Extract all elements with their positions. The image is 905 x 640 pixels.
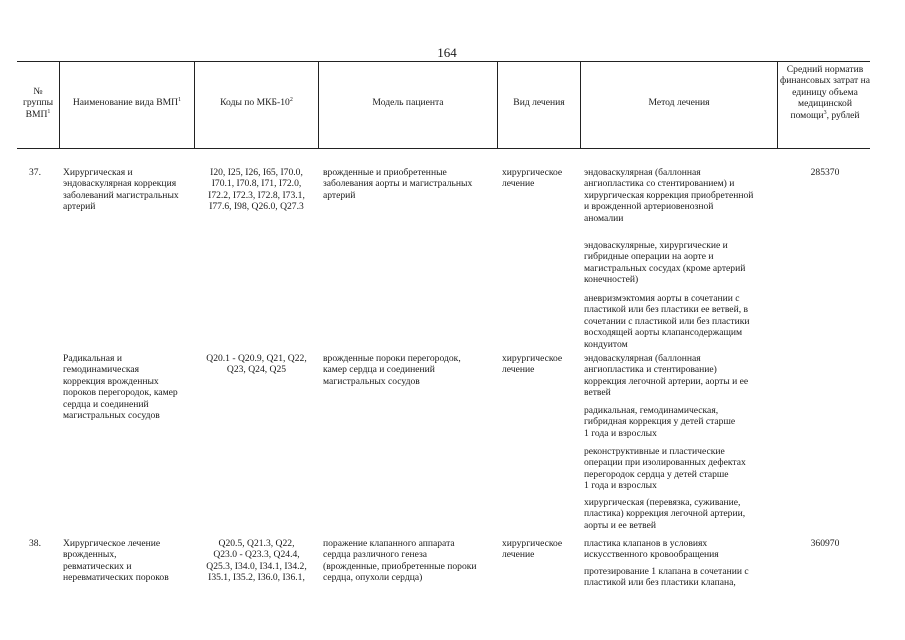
patient-model: поражение клапанного аппарата сердца различного генеза (врожденные, приобретенные пороки сердца, опухоли сердца) bbox=[323, 538, 477, 584]
table-top-rule bbox=[17, 61, 870, 62]
icd-codes: I20, I25, I26, I65, I70.0, I70.1, I70.8, I71, I72.0, I72.2, I72.3, I72.8, I73.1, I77.6, I98, Q26.0, Q27.3 bbox=[208, 167, 305, 213]
patient-model: врожденные пороки перегородок, камер сердца и соединений магистральных сосудов bbox=[323, 353, 461, 387]
header-treatment-kind: Вид лечения bbox=[513, 97, 565, 108]
treatment-method: аневризмэктомия аорты в сочетании с пластикой или без пластики ее ветвей, в сочетании с пластикой или без пластики восходящей аорты клапансодержащим кондуитом bbox=[584, 293, 750, 350]
treatment-method: реконструктивные и пластические операции при изолированных дефектах перегородок сердца у детей старше 1 года и взрослых bbox=[584, 446, 746, 492]
treatment-kind: хирургическое лечение bbox=[502, 353, 563, 376]
vmp-name: Хирургическое лечение врожденных, ревматических и неревматических пороков bbox=[63, 538, 169, 584]
group-number: 37. bbox=[29, 167, 41, 178]
treatment-method: протезирование 1 клапана в сочетании с пластикой или без пластики клапана, bbox=[584, 566, 749, 589]
header-vmp-name: Наименование вида ВМП$^1$ bbox=[72, 96, 182, 108]
header-treatment-method: Метод лечения bbox=[648, 97, 710, 108]
header-divider-2 bbox=[194, 61, 195, 148]
vmp-name: Хирургическая и эндоваскулярная коррекция заболеваний магистральных артерий bbox=[63, 167, 179, 213]
vmp-name: Радикальная и гемодинамическая коррекция врожденных пороков перегородок, камер сердца и соединений магистральных сосудов bbox=[63, 353, 178, 422]
header-cost-norm: Средний норматив финансовых затрат на единицу объема медицинской помощи$^3$, рублей bbox=[780, 64, 871, 121]
header-bottom-rule bbox=[17, 148, 870, 149]
treatment-method: пластика клапанов в условиях искусственного кровообращения bbox=[584, 538, 719, 561]
treatment-method: радикальная, гемодинамическая, гибридная коррекция у детей старше 1 года и взрослых bbox=[584, 405, 736, 439]
patient-model: врожденные и приобретенные заболевания аорты и магистральных артерий bbox=[323, 167, 473, 201]
treatment-method: эндоваскулярная (баллонная ангиопластика со стентированием) и хирургическая коррекция приобретенной и врожденной артериовенозной аномалии bbox=[584, 167, 754, 224]
page-number: 164 bbox=[437, 45, 457, 60]
header-divider-6 bbox=[777, 61, 778, 148]
treatment-kind: хирургическое лечение bbox=[502, 167, 563, 190]
treatment-method: хирургическая (перевязка, суживание, пластика) коррекция легочной артерии, аорты и ее ветвей bbox=[584, 497, 746, 531]
treatment-kind: хирургическое лечение bbox=[502, 538, 563, 561]
header-patient-model: Модель пациента bbox=[372, 97, 444, 108]
cost-norm: 285370 bbox=[810, 167, 840, 178]
header-divider-4 bbox=[497, 61, 498, 148]
header-group-number: № группы ВМП$^1$ bbox=[22, 86, 54, 120]
group-number: 38. bbox=[29, 538, 41, 549]
treatment-method: эндоваскулярные, хирургические и гибридные операции на аорте и магистральных сосудах (кроме артерий конечностей) bbox=[584, 240, 746, 286]
icd-codes: Q20.5, Q21.3, Q22, Q23.0 - Q23.3, Q24.4, Q25.3, I34.0, I34.1, I34.2, I35.1, I35.2, I36.0, I36.1, bbox=[206, 538, 307, 584]
icd-codes: Q20.1 - Q20.9, Q21, Q22, Q23, Q24, Q25 bbox=[206, 353, 307, 376]
header-icd-codes: Коды по МКБ-$10^2$ bbox=[220, 96, 293, 108]
header-divider-5 bbox=[580, 61, 581, 148]
treatment-method: эндоваскулярная (баллонная ангиопластика и стентирование) коррекция легочной артерии, аорты и ее ветвей bbox=[584, 353, 749, 399]
cost-norm: 360970 bbox=[810, 538, 840, 549]
header-divider-3 bbox=[318, 61, 319, 148]
header-divider-1 bbox=[59, 61, 60, 148]
